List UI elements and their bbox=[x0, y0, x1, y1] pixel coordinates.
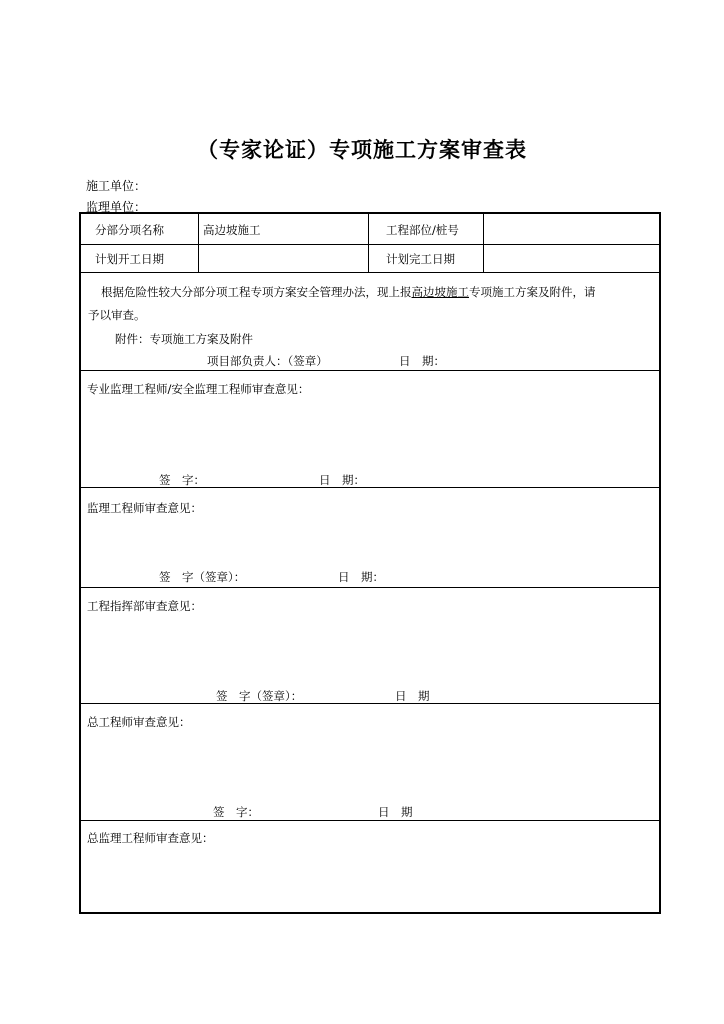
row-divider bbox=[81, 272, 659, 273]
sub-project-name-value: 高边坡施工 bbox=[203, 223, 261, 237]
date-label: 日 期 bbox=[395, 689, 430, 703]
row-divider bbox=[81, 703, 659, 704]
construction-unit-label: 施工单位： bbox=[86, 179, 147, 193]
date-label: 日 期 bbox=[378, 805, 413, 819]
project-name-underlined: 高边坡施工 bbox=[411, 285, 469, 299]
section-heading: 总监理工程师审查意见： bbox=[87, 831, 214, 845]
supervision-unit-label: 监理单位： bbox=[86, 200, 147, 214]
date-label: 日 期： bbox=[319, 473, 365, 487]
row-divider bbox=[81, 370, 659, 371]
planned-start-date-label: 计划开工日期 bbox=[95, 252, 164, 266]
section-heading: 监理工程师审查意见： bbox=[87, 501, 202, 515]
application-date-label: 日 期： bbox=[399, 354, 445, 368]
attachment-text: 附件：专项施工方案及附件 bbox=[115, 332, 253, 346]
section-heading: 专业监理工程师/安全监理工程师审查意见： bbox=[87, 382, 310, 396]
signature-label: 签 字（签章）： bbox=[216, 689, 303, 703]
sub-project-name-label: 分部分项名称 bbox=[95, 223, 164, 237]
page-title: （专家论证）专项施工方案审查表 bbox=[197, 138, 527, 162]
date-label: 日 期： bbox=[338, 570, 384, 584]
application-text-line2: 予以审查。 bbox=[88, 308, 146, 322]
section-heading: 工程指挥部审查意见： bbox=[87, 599, 202, 613]
column-divider bbox=[198, 214, 199, 272]
column-divider bbox=[483, 214, 484, 272]
column-divider bbox=[368, 214, 369, 272]
signature-label: 签 字： bbox=[213, 805, 259, 819]
row-divider bbox=[81, 587, 659, 588]
row-divider bbox=[81, 244, 659, 245]
project-manager-signature-label: 项目部负责人：（签章） bbox=[207, 354, 328, 368]
signature-label: 签 字（签章）： bbox=[159, 570, 246, 584]
review-form-table bbox=[79, 212, 661, 914]
signature-label: 签 字： bbox=[159, 473, 205, 487]
project-location-label: 工程部位/桩号 bbox=[386, 223, 459, 237]
row-divider bbox=[81, 820, 659, 821]
application-text: 根据危险性较大分部分项工程专项方案安全管理办法，现上报高边坡施工专项施工方案及附件，请 bbox=[101, 285, 596, 299]
section-heading: 总工程师审查意见： bbox=[87, 715, 191, 729]
planned-end-date-label: 计划完工日期 bbox=[386, 252, 455, 266]
